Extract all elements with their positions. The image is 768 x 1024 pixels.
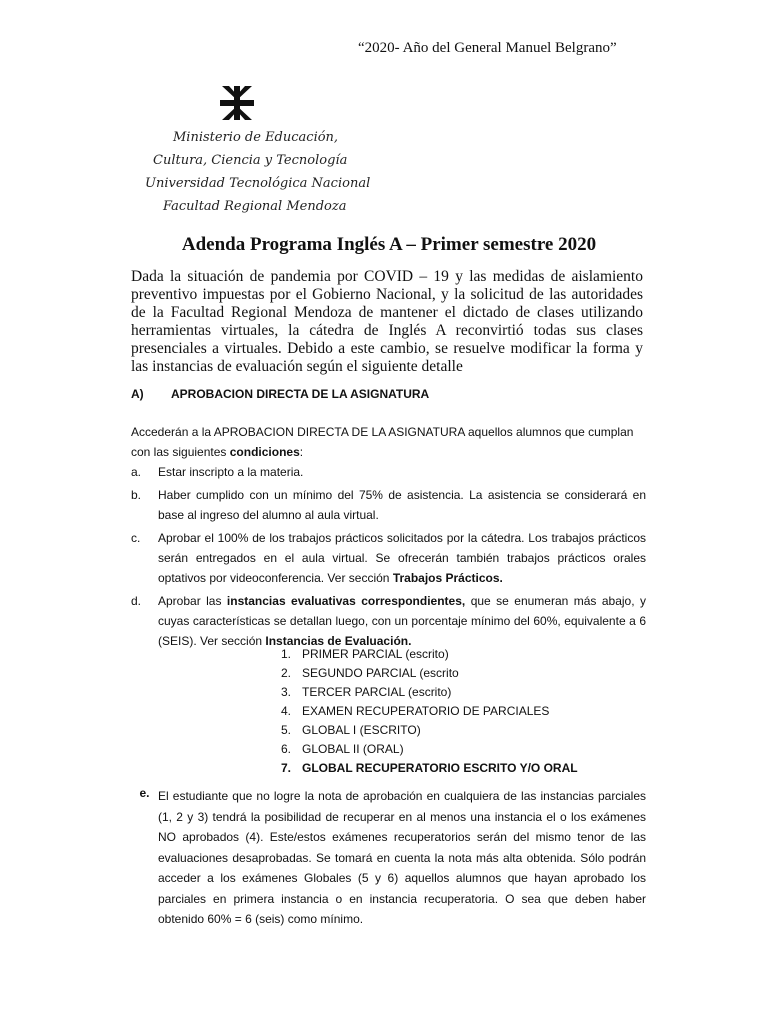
list-item-text: Haber cumplido con un mínimo del 75% de asistencia. La asistencia se considerará en base al ingreso del alumno al aula virtual. (158, 488, 646, 522)
header-quote: “2020- Año del General Manuel Belgrano” (358, 40, 617, 56)
conditions-lead-bold: condiciones (229, 445, 300, 459)
exam-number: 5. (281, 723, 292, 737)
list-item (131, 591, 646, 651)
list-marker: a. (131, 465, 142, 479)
utn-logo-icon (220, 86, 254, 120)
exam-text: GLOBAL RECUPERATORIO ESCRITO Y/O ORAL (302, 761, 578, 775)
list-item (131, 485, 646, 525)
exam-item (281, 645, 601, 664)
list-item-text-part: que se enumeran más abajo, y cuyas características se detallan luego, con un porcentaje mínimo del 60%, equivalente a 6 (SEIS). Ver sección (158, 594, 646, 648)
conditions-lead-end: : (299, 445, 304, 459)
exam-text: PRIMER PARCIAL (escrito) (302, 647, 449, 661)
list-item-text-part: Aprobar las (158, 594, 227, 608)
list-item-text-part: Aprobar el 100% de los trabajos prácticos solicitados por la cátedra. Los trabajos prácticos serán entregados en el aula virtual. Se ofrecerán también trabajos prácticos orales optativos por videoconferencia. Ver sección (158, 531, 646, 585)
list-marker: e. (139, 786, 150, 800)
ministry-line: Universidad Tecnológica Nacional (145, 176, 371, 191)
exam-number: 3. (281, 685, 292, 699)
list-item-text (158, 591, 646, 651)
exam-list (281, 645, 601, 778)
item-e (131, 786, 646, 930)
exam-item (281, 683, 601, 702)
exam-number: 6. (281, 742, 292, 756)
exam-item (281, 664, 601, 683)
exam-text: GLOBAL II (ORAL) (302, 742, 404, 756)
list-item-bold: instancias evaluativas correspondientes, (226, 594, 466, 608)
ministry-line: Ministerio de Educación, (173, 130, 339, 145)
conditions-lead (131, 422, 646, 462)
section-letter: A) (131, 387, 144, 401)
exam-text: SEGUNDO PARCIAL (escrito (302, 666, 459, 680)
item-e-text: El estudiante que no logre la nota de aprobación en cualquiera de las instancias parciales (1, 2 y 3) tendrá la posibilidad de recuperar en al menos una instancia el o los exámenes NO aprobados (4). Este/estos exámenes recuperatorios serán del mismo tenor de las evaluaciones desaprobadas. Se tomará en cuenta la nota más alta obtenida. Sólo podrán acceder a los exámenes Globales (5 y 6) aquellos alumnos que hayan aprobado los parciales en primera instancia o en instancia recuperatoria. O sea que deben haber obtenido 60% = 6 (seis) como mínimo. (158, 789, 646, 926)
list-marker: b. (131, 488, 142, 502)
list-item-text: Estar inscripto a la materia. (158, 465, 304, 479)
exam-number: 7. (281, 761, 292, 775)
ministry-block (143, 126, 371, 218)
list-item (131, 528, 646, 588)
exam-item (281, 721, 601, 740)
ministry-line: Cultura, Ciencia y Tecnología (153, 153, 348, 168)
exam-number: 2. (281, 666, 292, 680)
exam-text: EXAMEN RECUPERATORIO DE PARCIALES (302, 704, 550, 718)
conditions-lead-text: Accederán a la APROBACION DIRECTA DE LA ASIGNATURA aquellos alumnos que cumplan con las siguientes (131, 425, 634, 459)
list-marker: d. (131, 594, 142, 608)
section-heading-text: APROBACION DIRECTA DE LA ASIGNATURA (171, 387, 430, 401)
list-item-text (158, 528, 646, 588)
exam-item (281, 702, 601, 721)
exam-number: 4. (281, 704, 292, 718)
list-item-bold: Instancias de Evaluación. (265, 634, 412, 648)
exam-text: GLOBAL I (ESCRITO) (302, 723, 421, 737)
list-marker: c. (131, 531, 141, 545)
list-item-bold: Trabajos Prácticos. (392, 571, 503, 585)
conditions-list (131, 462, 646, 654)
exam-text: TERCER PARCIAL (escrito) (302, 685, 452, 699)
exam-item (281, 740, 601, 759)
intro-paragraph: Dada la situación de pandemia por COVID – 19 y las medidas de aislamiento preventivo impuestas por el Gobierno Nacional, y la solicitud de las autoridades de la Facultad Regional Mendoza de mantener el dictado de clases utilizando herramientas virtuales, la cátedra de Inglés A reconvirtió todas sus clases presenciales a virtuales. Debido a este cambio, se resuelve modificar la forma y las instancias de evaluación según el siguiente detalle (131, 268, 643, 375)
exam-number: 1. (281, 647, 292, 661)
section-a-heading (131, 387, 651, 401)
ministry-line: Facultad Regional Mendoza (163, 199, 347, 214)
list-item (131, 462, 646, 482)
exam-item (281, 759, 601, 778)
document-title: Adenda Programa Inglés A – Primer semestre 2020 (181, 234, 597, 255)
